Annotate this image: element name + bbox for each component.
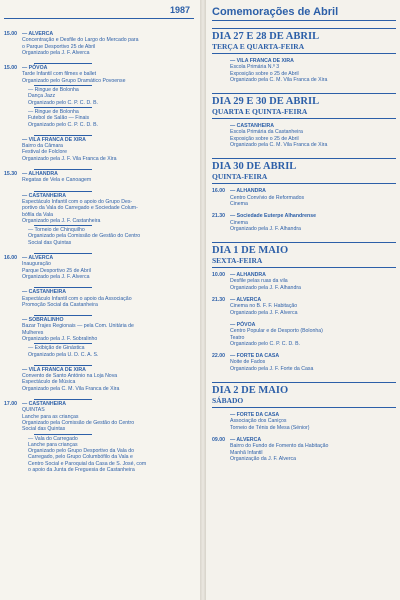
event-time: 15.30 <box>4 171 17 178</box>
event-block <box>212 353 396 372</box>
event-detail: bófila da Vala <box>22 211 54 218</box>
separator-line <box>34 343 92 344</box>
event-body <box>230 353 396 372</box>
event-location: — CASTANHEIRA <box>230 123 274 130</box>
event-location: — ALVERCA <box>22 31 54 37</box>
event-time: 21.30 <box>212 213 225 220</box>
separator-line <box>34 399 92 400</box>
event-detail: Festival de Folclore <box>22 149 67 156</box>
separator-line <box>34 315 92 316</box>
day-title: DIA 30 DE ABRIL <box>212 161 297 173</box>
event-detail: Cinema <box>230 219 248 226</box>
day-weekday: SÁBADO <box>212 396 244 406</box>
separator-line <box>34 107 92 108</box>
event-location: — ALVERCA <box>230 297 262 304</box>
event-detail: o Parque Desportivo 25 de Abril <box>22 43 96 50</box>
event-location: — SOBRALINHO <box>22 317 64 324</box>
event-body <box>22 65 194 84</box>
event-detail: Espectáculo Infantil com o apoio da Associação <box>22 295 132 302</box>
event-detail: Dança Jazz <box>28 93 56 100</box>
event-block <box>212 297 396 316</box>
event-body <box>22 87 194 106</box>
event-block <box>4 436 194 474</box>
event-detail: Organizado pelo C. P. C. D. B. <box>28 121 98 128</box>
left-event-list <box>4 31 194 473</box>
event-location: — VILA FRANCA DE XIRA <box>22 366 86 373</box>
day-title: DIA 2 DE MAIO <box>212 385 289 397</box>
spacer <box>4 246 194 252</box>
event-time <box>4 193 22 224</box>
event-detail: Manhã Infantil <box>230 449 263 456</box>
separator-line <box>34 287 92 288</box>
event-location: — Sociedade Euterpe Alhandrense <box>230 213 317 220</box>
event-detail: Social das Quintas <box>28 239 72 246</box>
spacer <box>212 372 396 378</box>
separator-line <box>34 365 92 366</box>
event-detail: Organizado pela J. F. Alverca <box>230 309 298 316</box>
event-body <box>230 272 396 291</box>
event-location: — VILA FRANCA DE XIRA <box>230 58 294 64</box>
spacer <box>4 392 194 398</box>
event-location: — ALVERCA <box>230 436 262 443</box>
event-detail: Centro Social e Paroquial da Casa de S. José, com <box>28 460 147 467</box>
event-time <box>4 87 22 106</box>
event-body <box>22 31 194 56</box>
event-time <box>212 322 230 347</box>
event-location: — PÓVOA <box>22 65 48 72</box>
spacer <box>212 148 396 154</box>
event-detail: Centro Popular e de Desporto (Bolonha) <box>230 328 323 335</box>
event-location: — CASTANHEIRA <box>22 401 66 408</box>
event-detail: Organização da J. F. Alverca <box>230 455 297 462</box>
event-detail: Torneio de Ténis de Mesa (Sénior) <box>230 424 310 431</box>
day-weekday: SEXTA-FEIRA <box>212 256 263 266</box>
event-body <box>230 58 396 83</box>
event-detail: Organizado pelo Grupo Desportivo da Vala do <box>28 448 135 455</box>
event-block <box>4 227 194 246</box>
event-detail: Bairro do Fundo de Fomento da Habitação <box>230 443 329 450</box>
event-time <box>4 345 22 358</box>
event-location: — FORTE DA CASA <box>230 353 280 360</box>
spacer <box>4 358 194 364</box>
event-detail: Organizado pela C. M. Vila Franca de Xira <box>22 385 120 392</box>
event-detail: Lanche para as crianças <box>22 413 79 420</box>
event-block <box>212 272 396 291</box>
event-detail: Organizado pela J. F. Alhandra <box>230 225 301 232</box>
event-detail: Organizado pela J. F. Vila Franca de Xira <box>22 155 117 162</box>
event-body <box>22 227 194 246</box>
separator-line <box>34 85 92 86</box>
year-label: 1987 <box>169 5 190 15</box>
event-detail: Organizado pela J. F. Alverca <box>22 49 90 56</box>
separator-line <box>34 135 92 136</box>
day-weekday: QUARTA E QUINTA-FEIRA <box>212 107 308 117</box>
event-detail: Regatas de Vela e Canoagem <box>22 177 92 184</box>
event-detail: Promoção Social da Castanheira <box>22 301 98 308</box>
day-heading <box>212 28 396 54</box>
event-block <box>212 412 396 431</box>
event-detail: Organizado pela J. F. Alhandra <box>230 284 301 291</box>
event-block <box>4 87 194 106</box>
event-time: 10.00 <box>212 272 225 279</box>
spacer <box>212 83 396 89</box>
event-body <box>22 345 194 358</box>
event-time: 16.00 <box>212 188 225 195</box>
day-weekday: TERÇA E QUARTA-FEIRA <box>212 42 305 51</box>
event-detail: Espectáculo de Música <box>22 379 76 386</box>
event-location: — FORTE DA CASA <box>230 412 280 419</box>
event-location: — CASTANHEIRA <box>22 192 66 199</box>
event-body <box>22 255 194 280</box>
spacer <box>4 128 194 134</box>
event-time: 17.00 <box>4 401 17 408</box>
event-time <box>212 123 230 148</box>
event-block <box>4 109 194 128</box>
spacer <box>4 308 194 314</box>
event-detail: Carregado, pelo Grupo Columbófilo da Vala e <box>28 454 133 461</box>
event-location: — ALVERCA <box>22 255 54 262</box>
right-event-list <box>212 28 396 468</box>
day-heading <box>212 158 396 184</box>
event-detail: Organizado pela C. M. Vila Franca de Xira <box>230 142 328 149</box>
event-detail: Bairro da Câmara <box>22 143 63 150</box>
event-detail: Organizado pela Comissão de Gestão do Centro <box>28 233 141 240</box>
event-detail: Organizado pela J. F. Sobralinho <box>22 335 98 342</box>
event-time <box>4 367 22 392</box>
event-block <box>4 289 194 308</box>
event-location: — ALHANDRA <box>230 188 266 195</box>
event-detail: Organizado pelo C. P. C. D. B. <box>28 99 98 106</box>
event-body <box>230 297 396 316</box>
event-block <box>4 255 194 280</box>
separator-line <box>34 191 92 192</box>
event-time: 22.00 <box>212 353 225 360</box>
event-detail: Tarde Infantil com filmes e ballet <box>22 71 97 78</box>
spacer <box>212 232 396 238</box>
event-time: 15.00 <box>4 31 17 37</box>
event-detail: Organizado pelo Grupo Dramático Povoense <box>22 77 126 84</box>
event-location: — CASTANHEIRA <box>22 289 66 296</box>
event-detail: Concentração e Desfile do Largo do Mercado para <box>22 37 139 44</box>
event-detail: Exposição sobre o 25 de Abril <box>230 70 299 77</box>
event-time <box>4 109 22 128</box>
event-location: — VILA FRANCA DE XIRA <box>22 136 86 143</box>
event-detail: Lanche para crianças <box>28 441 78 448</box>
right-page <box>206 0 400 600</box>
event-detail: Convento de Santo António na Loja Nova <box>22 373 118 380</box>
event-detail: Social das Quintas <box>22 426 66 433</box>
event-location: — Ringue de Bolonha <box>28 87 79 94</box>
event-location: — ALHANDRA <box>230 272 266 279</box>
event-detail: Organizado pelo C. P. C. D. B. <box>230 340 300 347</box>
day-title: DIA 27 E 28 DE ABRIL <box>212 31 320 42</box>
event-time: 21.30 <box>212 297 225 304</box>
event-time <box>4 137 22 162</box>
spacer <box>4 56 194 62</box>
event-detail: Escola Primária da Castanheira <box>230 129 303 136</box>
event-block <box>4 137 194 162</box>
separator-line <box>34 253 92 254</box>
event-time: 09.00 <box>212 436 225 443</box>
spacer <box>212 462 396 468</box>
event-detail: Noite de Fados <box>230 359 266 366</box>
event-detail: Organizado pela J. F. Forte da Casa <box>230 365 314 372</box>
day-heading <box>212 382 396 408</box>
day-heading <box>212 242 396 268</box>
event-detail: Mulheres <box>22 329 44 336</box>
event-location: — Torneio de Chinquilho <box>28 227 85 234</box>
event-detail: Teatro <box>230 334 245 341</box>
event-detail: Escola Primária N.º 3 <box>230 64 280 71</box>
event-detail: Desfile pelas ruas da vila <box>230 278 288 285</box>
event-location: — Ringue de Bolonha <box>28 108 79 115</box>
event-block <box>212 437 396 462</box>
event-body <box>22 436 194 474</box>
event-body <box>22 401 194 432</box>
event-block <box>212 123 396 148</box>
event-block <box>4 171 194 184</box>
event-time <box>212 58 230 83</box>
spacer <box>4 184 194 190</box>
event-body <box>22 367 194 392</box>
event-block <box>212 58 396 83</box>
event-block <box>4 401 194 432</box>
event-location: — ALHANDRA <box>22 171 58 178</box>
event-body <box>230 188 396 207</box>
spacer <box>4 280 194 286</box>
event-location: — Exibição de Ginástica <box>28 345 85 352</box>
event-block <box>4 367 194 392</box>
event-block <box>4 31 194 56</box>
day-title: DIA 29 E 30 DE ABRIL <box>212 96 320 108</box>
event-time <box>212 412 230 431</box>
event-time: 16.00 <box>4 255 17 262</box>
event-detail: Centro Convívio de Reformados <box>230 194 305 201</box>
event-body <box>22 109 194 128</box>
event-block <box>212 188 396 207</box>
event-body <box>22 171 194 184</box>
event-time <box>4 289 22 308</box>
event-detail: Exposição sobre o 25 de Abril <box>230 135 299 142</box>
event-detail: Cinema no B. F. F. Habitação <box>230 303 298 310</box>
event-block <box>212 322 396 347</box>
event-location: — PÓVOA <box>230 321 256 328</box>
event-body <box>230 412 396 431</box>
event-block <box>4 65 194 84</box>
event-body <box>230 437 396 462</box>
event-block <box>4 317 194 342</box>
event-body <box>22 289 194 308</box>
event-detail: Organizado pela C. M. Vila Franca de Xira <box>230 76 328 83</box>
day-title: DIA 1 DE MAIO <box>212 245 289 257</box>
separator-line <box>34 225 92 226</box>
event-block <box>4 345 194 358</box>
event-time <box>4 227 22 246</box>
right-header: Comemorações de Abril <box>212 6 396 21</box>
event-block <box>4 193 194 224</box>
event-body <box>22 137 194 162</box>
event-time: 15.00 <box>4 65 17 72</box>
event-detail: Futebol de Salão — Finais <box>28 115 90 122</box>
separator-line <box>34 169 92 170</box>
event-location: — Vala do Carregado <box>28 435 78 442</box>
event-time <box>4 317 22 342</box>
event-block <box>212 213 396 232</box>
event-detail: Organizado pela Comissão de Gestão do Centro <box>22 419 135 426</box>
event-detail: QUINTAS <box>22 407 45 414</box>
day-heading <box>212 93 396 119</box>
event-detail: Espectáculo Infantil com o apoio do Grupo Des- <box>22 198 133 205</box>
event-detail: Associação dos Caniços <box>230 418 287 425</box>
event-detail: portivo da Vala do Carregado e Sociedade Colum- <box>22 205 138 212</box>
event-detail: Organizado pela U. D. C. A. S. <box>28 351 99 358</box>
event-detail: Bazar Trajes Regionais — pela Com. Unitária de <box>22 323 134 330</box>
event-detail: Organizado pela J. F. Alverca <box>22 273 90 280</box>
event-detail: Cinema <box>230 200 248 207</box>
event-detail: Parque Desportivo 25 de Abril <box>22 267 91 274</box>
left-header <box>4 6 194 19</box>
event-body <box>230 213 396 232</box>
event-detail: o apoio da Junta de Freguesia de Castanheira <box>28 467 135 474</box>
event-detail: Organizado pela J. F. Castanheira <box>22 217 101 224</box>
event-body <box>22 317 194 342</box>
day-weekday: QUINTA-FEIRA <box>212 172 268 182</box>
separator-line <box>34 434 92 435</box>
spacer <box>4 162 194 168</box>
event-body <box>230 322 396 347</box>
event-detail: Inauguração <box>22 261 51 268</box>
event-body <box>22 193 194 224</box>
event-body <box>230 123 396 148</box>
event-time <box>4 436 22 474</box>
